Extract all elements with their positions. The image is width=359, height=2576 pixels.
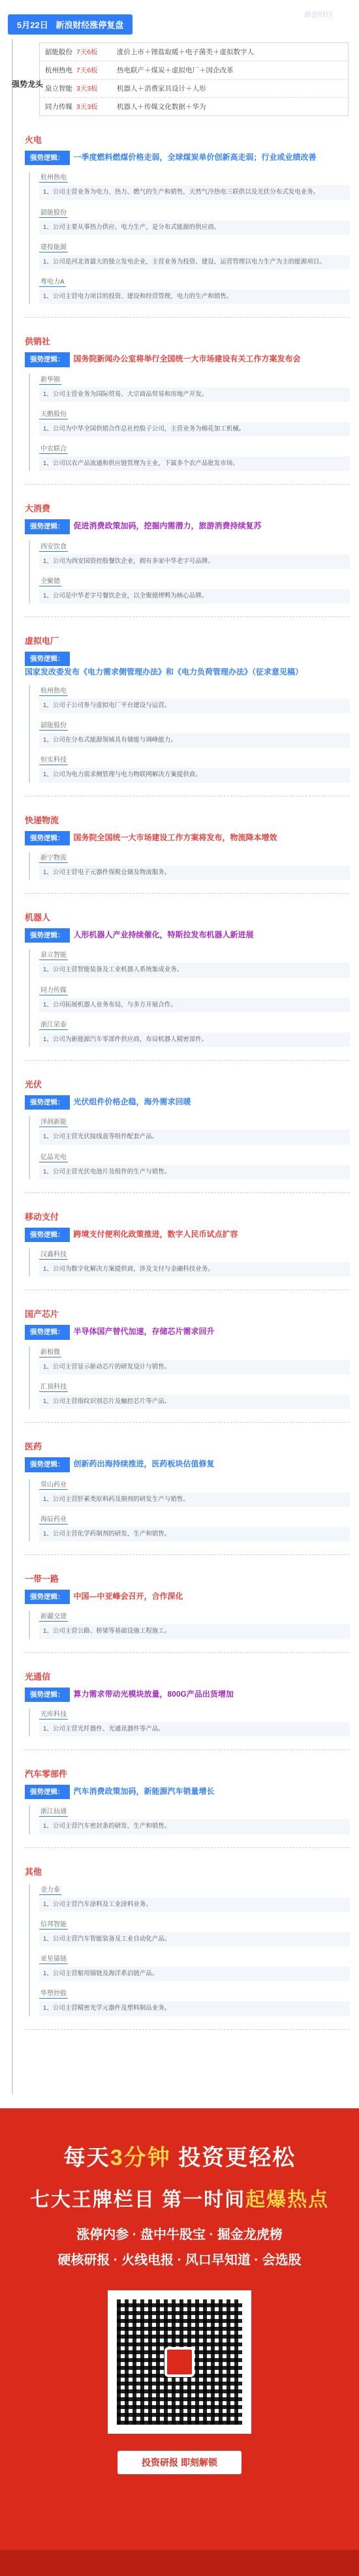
timeline-gutter: [12, 39, 13, 2094]
logic-text: 半导体国产替代加速，存储芯片需求回升: [73, 1327, 215, 1337]
theme-title: 医药: [25, 1442, 42, 1452]
section-divider: [25, 1192, 350, 1193]
theme-title: 供销社: [25, 337, 51, 347]
promo-columns-2: 硬核研报 · 火线电报 · 风口早知道 · 会选股: [57, 2253, 302, 2267]
stock-name[interactable]: 亚星锚链: [39, 1953, 68, 1964]
theme-title: 虚拟电厂: [25, 636, 59, 646]
stock-description: 1、公司为电力需求侧管理与电力物联网解决方案提供商。: [39, 768, 350, 782]
stock-item: [39, 1953, 350, 1981]
summary-text: 涨价上市＋锂盐取暖＋电子菌类＋虚拟数字人: [117, 48, 254, 56]
theme-title: 大消费: [25, 504, 51, 514]
section-divider: [25, 317, 350, 318]
stock-name[interactable]: 常山药业: [39, 1479, 68, 1490]
logic-text: 国务院新闻办公室将举行全国统一大市场建设有关工作方案发布会: [73, 354, 301, 364]
stock-description: 1、公司为中华全国供销合作总社控股子公司，主营业务为棉花加工机械。: [39, 422, 350, 436]
logic-tag: 强势逻辑：: [25, 519, 70, 534]
theme-logic: [25, 1095, 350, 1110]
stock-name[interactable]: 新华锦: [39, 374, 61, 385]
logic-tag: 强势逻辑：: [25, 652, 70, 666]
summary-table: [39, 42, 349, 116]
stock-name[interactable]: 海辰药业: [39, 1513, 68, 1524]
section-divider: [25, 893, 350, 894]
stock-name[interactable]: 泽润新能: [39, 1116, 68, 1127]
promo-headline: [0, 2140, 359, 2172]
logic-tag: 强势逻辑：: [25, 1688, 70, 1702]
stock-name[interactable]: 新宁物流: [39, 852, 68, 863]
stock-description: 1、公司主营公路、桥梁等基础设施工程施工。: [39, 1624, 350, 1639]
summary-row: [40, 98, 348, 115]
theme-title: 光通信: [25, 1671, 51, 1682]
stock-list: [29, 1346, 350, 1410]
stock-item: [39, 241, 350, 269]
stock-name[interactable]: 天鹅股份: [39, 408, 68, 419]
watermark: 新浪财经: [304, 11, 333, 19]
stock-item: [39, 408, 350, 436]
qr-code[interactable]: [108, 2290, 251, 2434]
theme-section: [25, 634, 350, 796]
stock-name[interactable]: 浙江仙通: [39, 1806, 68, 1817]
stock-list: [29, 541, 350, 604]
page-date: 5月22日: [17, 20, 48, 30]
stock-item: [39, 443, 350, 471]
theme-title: 机器人: [25, 913, 51, 923]
logic-tag: 强势逻辑：: [25, 831, 70, 845]
logic-tag: 强势逻辑：: [25, 1590, 70, 1604]
stock-name[interactable]: 中农联合: [39, 443, 68, 454]
section-divider: [25, 484, 350, 485]
stock-name[interactable]: 粤电力A: [39, 276, 66, 287]
theme-logic: [25, 1785, 350, 1799]
stock-name[interactable]: 恒实科技: [39, 754, 68, 765]
stock-name[interactable]: 汇顶科技: [39, 1381, 68, 1392]
stock-list: [29, 1479, 350, 1542]
logic-tag: 强势逻辑：: [25, 1095, 70, 1110]
theme-section: [25, 1572, 350, 1653]
section-divider: [25, 1554, 350, 1555]
stock-list: [29, 1806, 350, 1834]
stock-description: 1、公司主营电力项目的投资、建设和经营管理，电力的生产和销售。: [39, 290, 350, 304]
theme-logic: [25, 151, 350, 165]
promo-text: 每天: [63, 2145, 110, 2170]
section-divider: [25, 1652, 350, 1653]
theme-logic: [25, 519, 350, 534]
stock-item: [39, 1988, 350, 2016]
promo-columns-1: 涨停内参 · 盘中牛股宝 · 掘金龙虎榜: [76, 2228, 283, 2242]
summary-stock-name: 韶能股份: [45, 48, 72, 56]
section-divider: [25, 1060, 350, 1061]
summary-label: 强势龙头: [12, 80, 44, 89]
summary-days: 3天3板: [76, 103, 98, 111]
promo-text: 3分钟: [110, 2145, 171, 2170]
theme-logic: [25, 1457, 350, 1472]
stock-description: 1、公司以农产品流通和供应链管理为主业，下属多个农产品批发市场。: [39, 457, 350, 471]
stock-name[interactable]: 杭州热电: [39, 685, 68, 696]
stock-list: [29, 1249, 350, 1277]
logic-text: 人形机器人产业持续催化，特斯拉发布机器人新进展: [73, 930, 254, 940]
logic-text: 光伏组件价格企稳，海外需求回暖: [73, 1097, 191, 1107]
stock-item: [39, 1708, 350, 1736]
theme-section: [25, 813, 350, 894]
theme-title: 火电: [25, 135, 42, 145]
stock-item: [39, 1249, 350, 1277]
theme-title: 一带一路: [25, 1574, 59, 1584]
promo-subheadline: [0, 2183, 359, 2212]
stock-item: [39, 1806, 350, 1834]
theme-section: [25, 502, 350, 617]
section-divider: [25, 2029, 350, 2030]
stock-list: [29, 1611, 350, 1639]
summary-stock-name: 泉立智能: [45, 85, 72, 93]
stock-item: [39, 984, 350, 1012]
stock-item: [39, 1918, 350, 1947]
theme-title: 快递物流: [25, 815, 59, 825]
promo-text: 第一时间: [162, 2189, 246, 2211]
stock-item: [39, 1479, 350, 1507]
stock-description: 1、公司主营汽车密封条的研发、生产和销售。: [39, 1819, 350, 1834]
stock-name[interactable]: 全聚德: [39, 575, 61, 586]
stock-name[interactable]: 浙江荣泰: [39, 1019, 68, 1030]
logic-text: 汽车消费政策加码，新能源汽车销量增长: [73, 1787, 215, 1796]
stock-description: 1、公司主营船用锚链及海洋系泊链产品。: [39, 1967, 350, 1981]
stock-description: 1、公司主营光伏电池片及组件的生产与销售。: [39, 1165, 350, 1179]
stock-item: [39, 1116, 350, 1144]
logic-tag: 强势逻辑：: [25, 352, 70, 367]
stock-description: 1、公司主营显示驱动芯片的研发设计与销售。: [39, 1360, 350, 1374]
stock-description: 1、公司主营智能装备及工业机器人系统集成业务。: [39, 963, 350, 977]
stock-item: [39, 949, 350, 977]
logic-tag: 强势逻辑：: [25, 928, 70, 943]
theme-section: [25, 1670, 350, 1751]
logic-text: 促进消费政策加码，挖掘内需潜力，旅游消费持续复苏: [73, 521, 262, 531]
stock-description: 1、公司主营光伏接线盒等组件配套产品。: [39, 1130, 350, 1144]
page-subtitle: 新浪财经涨停复盘: [55, 20, 124, 30]
logic-text: 创新药出海持续推进，医药板块估值修复: [73, 1459, 215, 1469]
stock-item: [39, 852, 350, 880]
stock-name[interactable]: 韶能股份: [39, 207, 68, 218]
stock-description: 1、公司是河北省最大的独立发电企业，主营业务为投资、建设、运营管理以电力生产为主的能源项目。: [39, 255, 350, 269]
stock-description: 1、公司为新能源汽车零部件供应商，布局机器人精密部件。: [39, 1033, 350, 1047]
summary-text: 机器人＋传媒文化数据＋华为: [117, 103, 206, 111]
stock-list: [29, 949, 350, 1047]
section-divider: [25, 1847, 350, 1848]
theme-title: 汽车零部件: [25, 1769, 68, 1780]
theme-logic: [25, 1228, 350, 1242]
stock-list: [29, 1708, 350, 1736]
summary-stock-name: 同力传媒: [45, 103, 72, 111]
logic-text: 国家发改委发布《电力需求侧管理办法》和《电力负荷管理办法》（征求意见稿）: [25, 667, 304, 677]
promo-text: 七大王牌栏目: [29, 2189, 155, 2211]
stock-item: [39, 541, 350, 569]
theme-title: 国产芯片: [25, 1309, 59, 1320]
stock-description: 1、公司子公司参与虚拟电厂平台建设与运营。: [39, 699, 350, 713]
stock-list: [29, 1884, 350, 2016]
summary-row: [40, 43, 348, 61]
stock-description: 1、公司拓展机器人业务布局，与多方开展合作。: [39, 998, 350, 1012]
logic-text: 一季度燃料燃煤价格走弱，全球煤炭单价创新高走弱；行业或业绩改善: [73, 153, 317, 162]
stock-item: [39, 685, 350, 713]
summary-days: 7天6板: [76, 48, 98, 56]
theme-section: [25, 1440, 350, 1555]
logic-tag: 强势逻辑：: [25, 1228, 70, 1242]
summary-row: [40, 61, 348, 80]
stock-list: [29, 374, 350, 472]
theme-title: 其他: [25, 1866, 42, 1877]
theme-title: 移动支付: [25, 1211, 59, 1222]
stock-description: 1、公司为西安国资控股餐饮企业，拥有多家中华老字号品牌。: [39, 554, 350, 569]
summary-stock-name: 杭州热电: [45, 67, 72, 74]
logic-text: 国务院全国统一大市场建设工作方案将发布，物流降本增效: [73, 832, 277, 842]
theme-section: [25, 1078, 350, 1193]
summary-text: 热电联产＋煤炭＋虚拟电厂＋国企改革: [117, 67, 234, 74]
summary-row: [40, 80, 348, 98]
stock-name[interactable]: 亿晶光电: [39, 1151, 68, 1162]
stock-description: 1、公司主营电子元器件保税仓储及物流服务。: [39, 866, 350, 880]
stock-name[interactable]: 华塑控股: [39, 1988, 68, 1999]
stock-item: [39, 1151, 350, 1179]
stock-name[interactable]: 新疆交建: [39, 1611, 68, 1622]
stock-list: [29, 1116, 350, 1179]
summary-text: 机器人＋消费家具设计＋人形: [117, 85, 206, 93]
theme-logic: [25, 1688, 350, 1702]
stock-name[interactable]: 汉鑫科技: [39, 1249, 68, 1260]
summary-days: 7天6板: [76, 67, 98, 74]
theme-section: [25, 1210, 350, 1291]
stock-item: [39, 1513, 350, 1541]
theme-title: 光伏: [25, 1080, 42, 1090]
stock-name[interactable]: 信邦智能: [39, 1918, 68, 1930]
stock-item: [39, 374, 350, 402]
logic-tag: 强势逻辑：: [25, 151, 70, 165]
logic-text: 中国—中亚峰会召开，合作深化: [73, 1592, 183, 1601]
stock-description: 1、公司主营化学药制剂的研发、生产和销售。: [39, 1527, 350, 1541]
theme-section: [25, 1865, 350, 2030]
section-divider: [25, 616, 350, 617]
theme-logic: [25, 1590, 350, 1604]
stock-item: [39, 720, 350, 748]
theme-section: [25, 911, 350, 1061]
stock-list: [29, 172, 350, 304]
stock-item: [39, 276, 350, 304]
page-title: [8, 14, 133, 35]
theme-logic: [25, 352, 350, 367]
qr-logo-icon: [164, 2347, 195, 2377]
stock-description: 1、公司主营精密光学元器件及塑料制品业务。: [39, 2001, 350, 2016]
logic-text: 算力需求带动光模块放量，800G产品出货增加: [73, 1689, 234, 1699]
stock-name[interactable]: 光库科技: [39, 1708, 68, 1720]
stock-description: 1、公司主营业务为电力、热力、燃气的生产和销售，天然气冷热电三联供以及光伏分布式发电业务。: [39, 185, 350, 200]
stock-item: [39, 575, 350, 603]
stock-description: 1、公司主营业务为国际贸易、大宗商品贸易和房地产开发。: [39, 387, 350, 402]
stock-name[interactable]: 金力泰: [39, 1884, 61, 1895]
section-divider: [25, 1422, 350, 1423]
logic-tag: 强势逻辑：: [25, 1325, 70, 1339]
stock-list: [29, 852, 350, 880]
stock-description: 1、公司主营汽车智能装备及工业自动化产品。: [39, 1932, 350, 1947]
stock-description: 1、公司主营指纹识别芯片及触控芯片等产品。: [39, 1395, 350, 1409]
stock-item: [39, 1884, 350, 1912]
stock-item: [39, 1019, 350, 1047]
stock-item: [39, 207, 350, 235]
theme-section: [25, 133, 350, 318]
stock-item: [39, 754, 350, 782]
logic-tag: 强势逻辑：: [25, 1785, 70, 1799]
promo-text: 起爆热点: [245, 2189, 330, 2211]
summary-days: 3天3板: [76, 85, 98, 93]
theme-section: [25, 335, 350, 485]
stock-item: [39, 1611, 350, 1639]
promo-text: 投资更轻松: [178, 2145, 296, 2170]
stock-item: [39, 1346, 350, 1374]
stock-item: [39, 172, 350, 200]
stock-description: 1、公司主营光纤器件、光通讯器件等产品。: [39, 1722, 350, 1736]
stock-name[interactable]: 新相微: [39, 1346, 61, 1357]
theme-section: [25, 1307, 350, 1423]
stock-description: 1、公司为数字化解决方案提供商，涉及支付与金融科技业务。: [39, 1262, 350, 1277]
stock-description: 1、公司主营汽车涂料及工业涂料业务。: [39, 1898, 350, 1912]
qr-caption-button[interactable]: 投资研报 即刻解锁: [117, 2451, 242, 2474]
stock-name[interactable]: 西安饮食: [39, 541, 68, 552]
stock-description: 1、公司在分布式能源领域具有储能与调峰能力。: [39, 733, 350, 748]
promo-banner: [0, 2108, 359, 2576]
theme-logic: [25, 928, 350, 943]
stock-description: 1、公司主营肝素类原料药及制剂的研发生产与销售。: [39, 1493, 350, 1507]
stock-name[interactable]: 泉立智能: [39, 949, 68, 960]
theme-logic: [25, 652, 350, 678]
theme-logic: [25, 831, 350, 845]
logic-text: 跨境支付便利化政策推进，数字人民币试点扩容: [73, 1229, 238, 1239]
stock-description: 1、公司主要从事热力供应、电力生产，是分布式能源的供应商。: [39, 220, 350, 235]
stock-name[interactable]: 韶能股份: [39, 720, 68, 731]
stock-name[interactable]: 杭州热电: [39, 172, 68, 183]
stock-item: [39, 1381, 350, 1409]
stock-list: [29, 685, 350, 783]
stock-name[interactable]: 建投能源: [39, 241, 68, 252]
promo-footer: [0, 2550, 359, 2576]
stock-description: 1、公司是中华老字号餐饮企业，以全聚德烤鸭为核心品牌。: [39, 589, 350, 603]
theme-logic: [25, 1325, 350, 1339]
logic-tag: 强势逻辑：: [25, 1457, 70, 1472]
stock-name[interactable]: 同力传媒: [39, 984, 68, 995]
sections-container: [0, 133, 359, 2030]
theme-section: [25, 1767, 350, 1848]
